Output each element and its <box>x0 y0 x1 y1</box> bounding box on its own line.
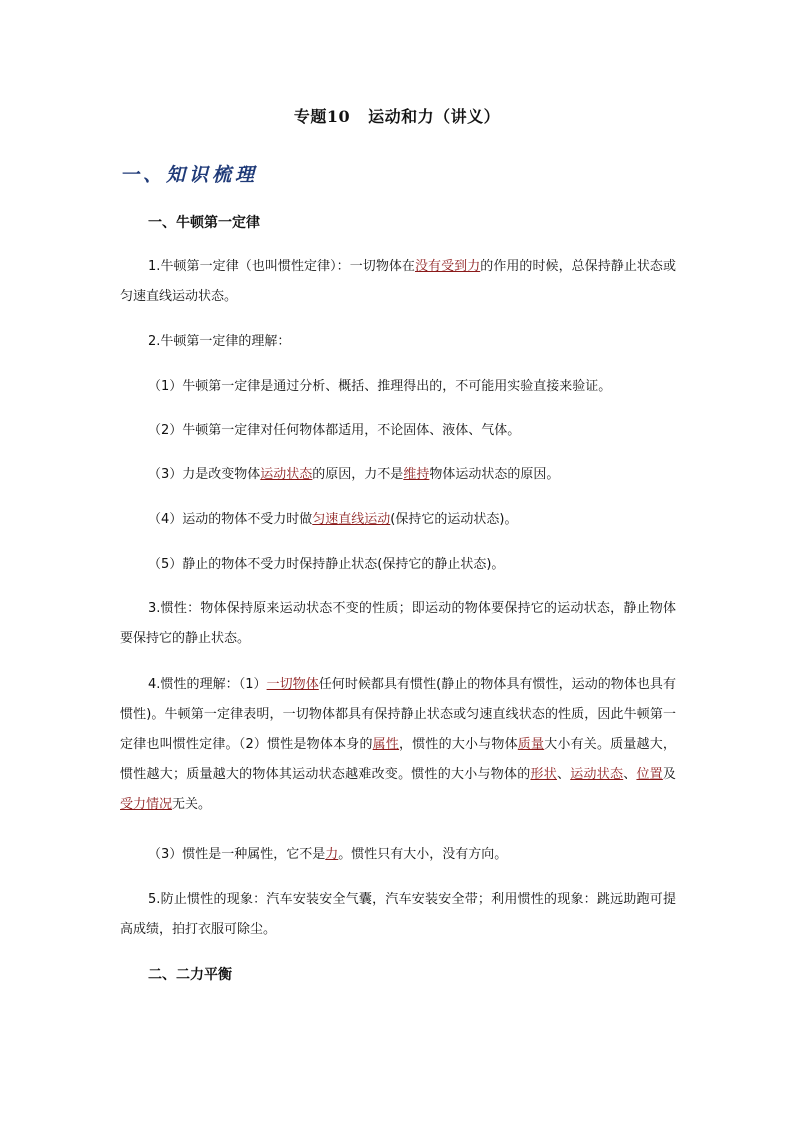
title-main: 运动和力（讲义） <box>368 107 501 126</box>
i3-highlight-2: 维持 <box>403 467 430 482</box>
paragraph-2: 2.牛顿第一定律的理解： <box>148 334 291 349</box>
item-6 <box>148 840 507 870</box>
p4-highlight-4: 形状 <box>530 767 557 782</box>
i4-text-b: (保持它的运动状态)。 <box>390 512 518 527</box>
p4-highlight-5: 运动状态 <box>570 767 624 782</box>
i6-text-a: （3）惯性是一种属性，它不是 <box>148 847 326 862</box>
i3-highlight-1: 运动状态 <box>260 467 313 482</box>
paragraph-5: 5.防止惯性的现象：汽车安装安全气囊，汽车安装安全带；利用惯性的现象：跳远助跑可提高成绩，拍打衣服可除尘。 <box>120 892 676 937</box>
paragraph-3: 3.惯性：物体保持原来运动状态不变的性质；即运动的物体要保持它的运动状态，静止物体要保持它的静止状态。 <box>120 601 676 646</box>
p4-highlight-6: 位置 <box>636 767 663 782</box>
title-prefix: 专题10 <box>293 107 351 126</box>
page-title <box>0 104 794 127</box>
p4-text-e: 、 <box>556 767 571 782</box>
paragraph-4 <box>120 670 676 820</box>
item-2: （2）牛顿第一定律对任何物体都适用，不论固体、液体、气体。 <box>148 423 521 438</box>
item-1: （1）牛顿第一定律是通过分析、概括、推理得出的，不可能用实验直接来验证。 <box>148 379 612 394</box>
i4-highlight-1: 匀速直线运动 <box>312 512 391 527</box>
p4-highlight-1: 一切物体 <box>266 677 319 692</box>
i4-text-a: （4）运动的物体不受力时做 <box>148 512 313 527</box>
section-heading: 一、知识梳理 <box>120 164 259 186</box>
p4-text-c: ，惯性的大小与物体 <box>399 737 518 752</box>
p4-text-h: 无关。 <box>172 797 212 812</box>
item-4 <box>148 505 517 535</box>
p4-text-f: 、 <box>623 767 637 782</box>
subheading-newton-first-law: 一、牛顿第一定律 <box>148 215 260 231</box>
p4-text-a: 4.惯性的理解：（1） <box>148 677 267 692</box>
paragraph-1 <box>120 252 676 312</box>
p4-text-b: 任何时候都具有惯性(静止的物体具有惯性，运动的物体也具有惯性)。牛顿第一定律表明，一切物体都具有保持静止状态或匀速直线状态的性质，因此牛顿第一定律也叫惯性定律。（2）惯性是物体本身的 <box>120 677 676 752</box>
i6-highlight-1: 力 <box>325 847 339 862</box>
subheading-two-force-balance: 二、二力平衡 <box>148 967 232 983</box>
p4-text-d: 大小有关。质量越大，惯性越大；质量越大的物体其运动状态越难改变。惯性的大小与物体的 <box>120 737 676 782</box>
p4-text-g: 及 <box>662 767 676 782</box>
i3-text-c: 物体运动状态的原因。 <box>429 467 560 482</box>
p4-highlight-3: 质量 <box>517 737 545 752</box>
p1-text-a: 1.牛顿第一定律（也叫惯性定律）：一切物体在 <box>148 259 415 274</box>
p1-highlight-1: 没有受到力 <box>415 259 481 274</box>
i6-text-b: 。惯性只有大小，没有方向。 <box>338 847 508 862</box>
item-5: （5）静止的物体不受力时保持静止状态(保持它的静止状态)。 <box>148 557 505 572</box>
item-3 <box>148 460 559 490</box>
p1-text-b: 的作用的时候，总保持静止状态或匀速直线运动状态。 <box>120 259 676 304</box>
p4-highlight-7: 受力情况 <box>120 797 173 812</box>
i3-text-a: （3）力是改变物体 <box>148 467 261 482</box>
i3-text-b: 的原因，力不是 <box>312 467 404 482</box>
p4-highlight-2: 属性 <box>372 737 400 752</box>
